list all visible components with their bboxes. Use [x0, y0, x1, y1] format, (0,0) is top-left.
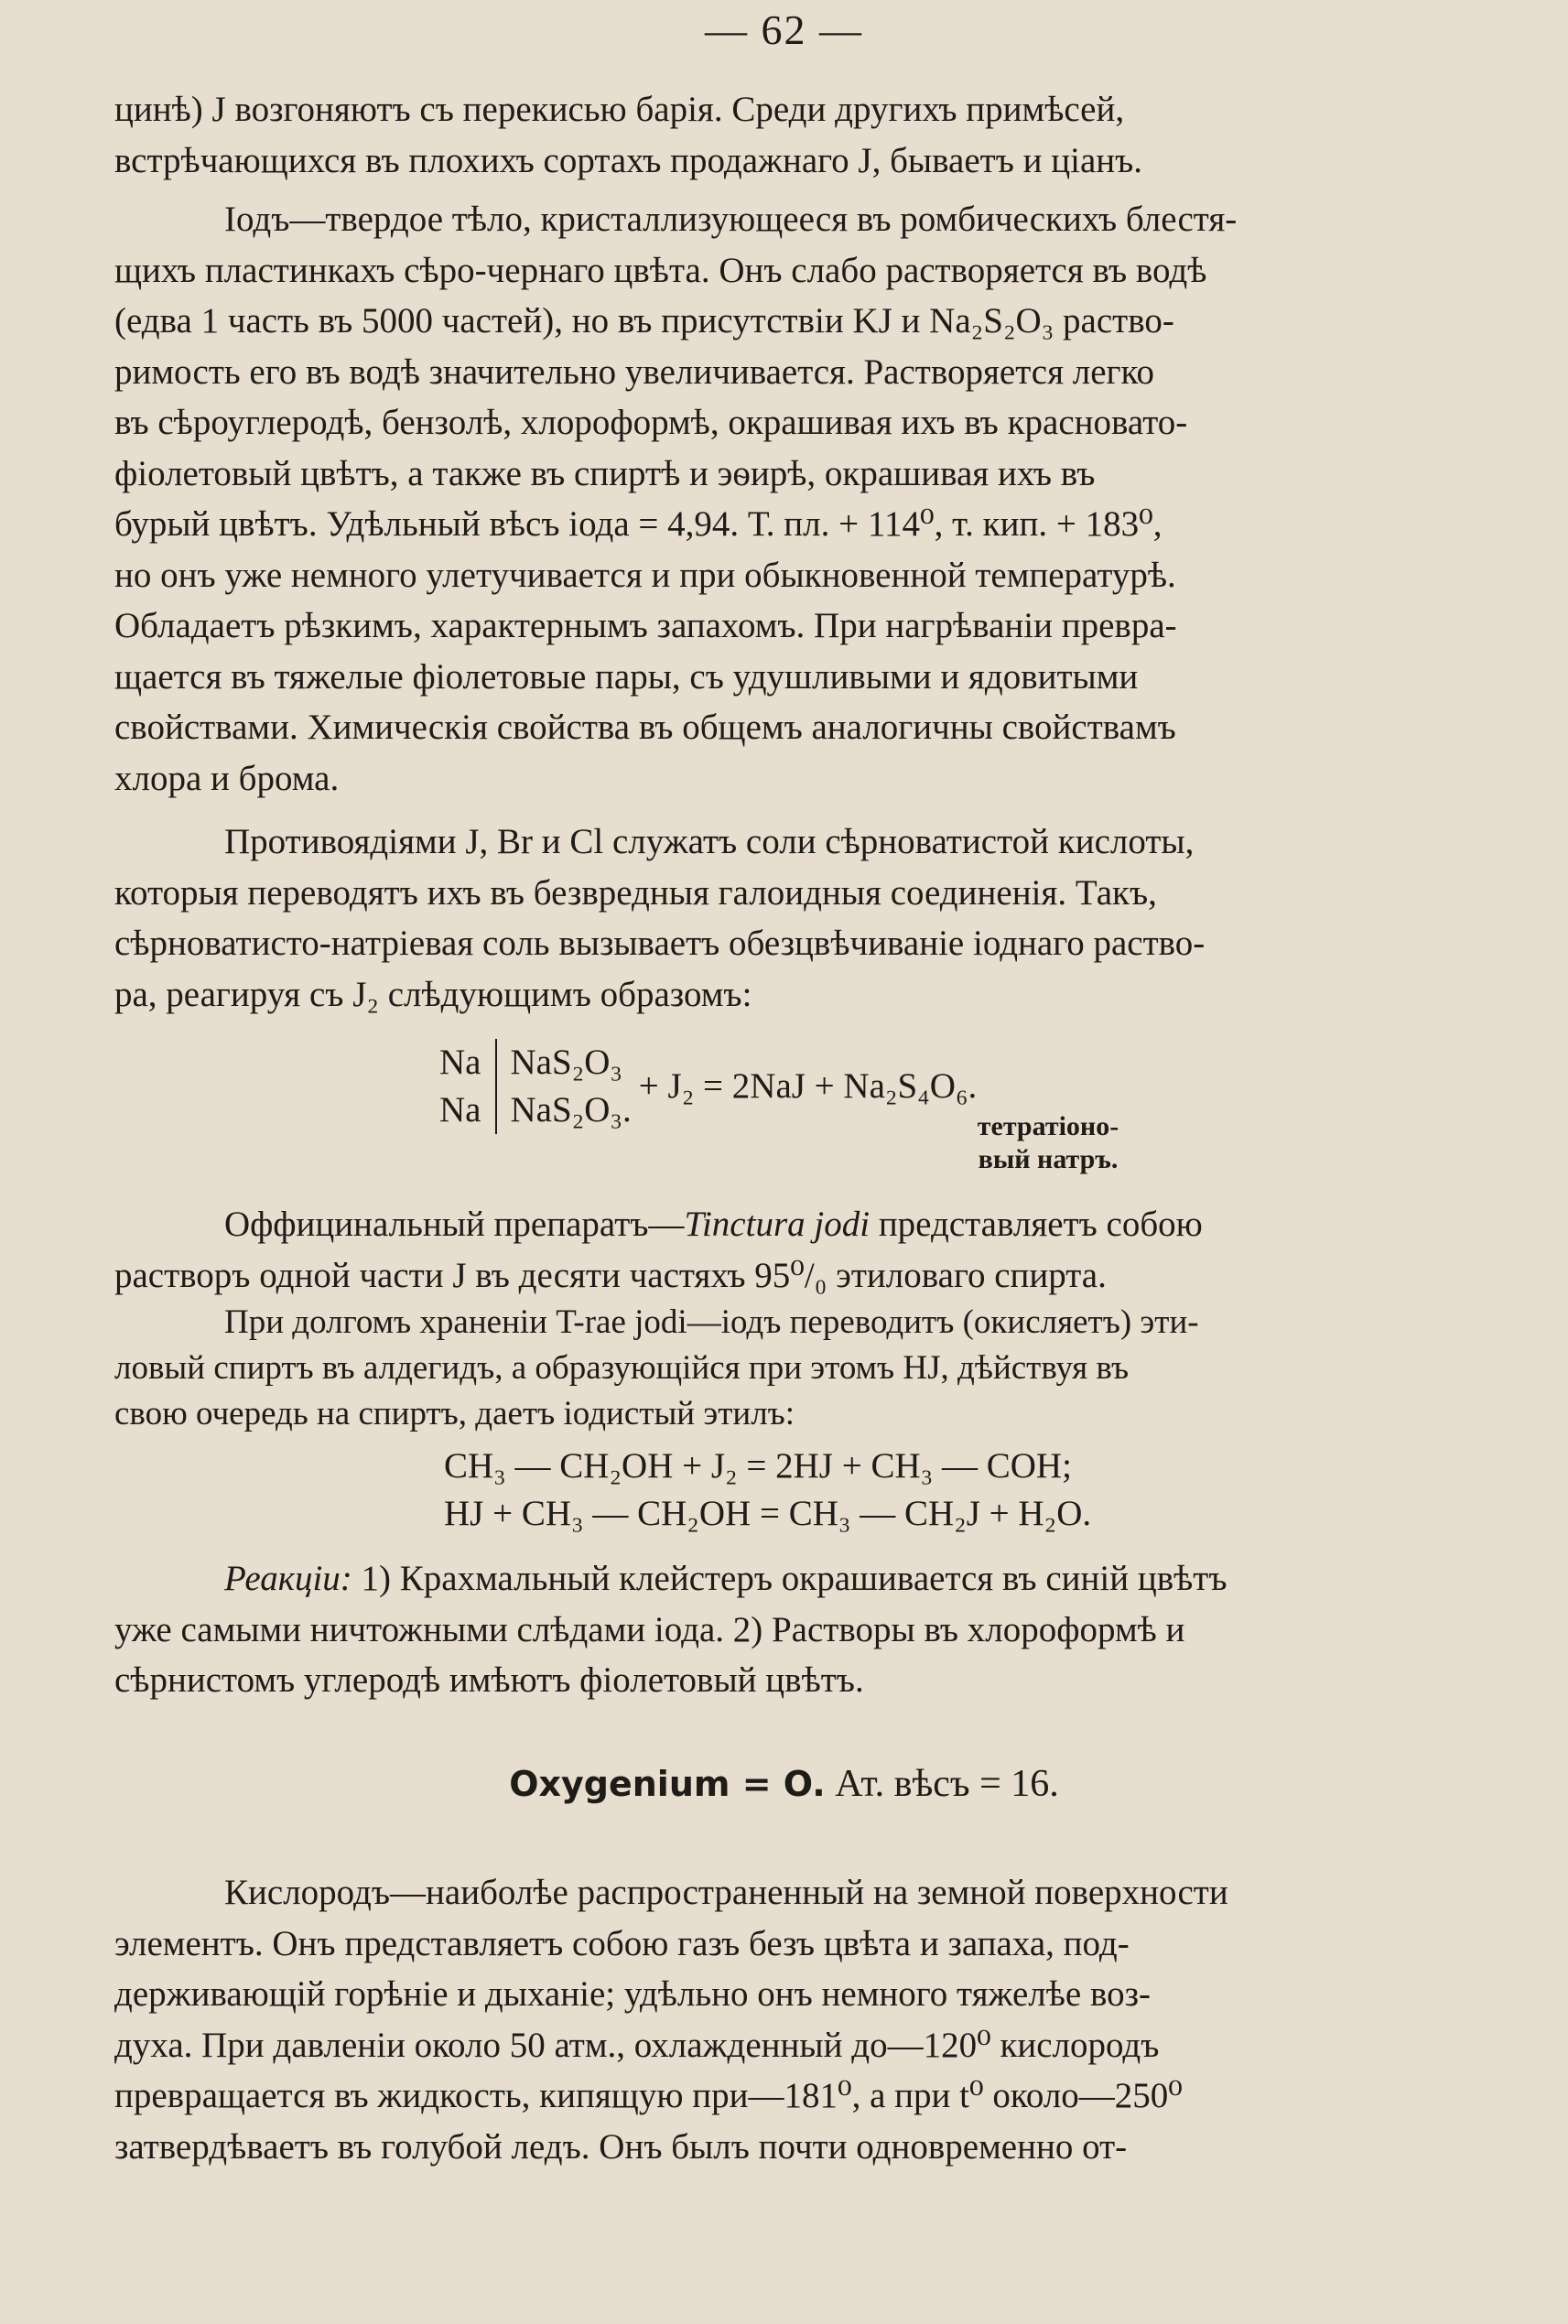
paragraph-7: [114, 1867, 1476, 2172]
equation-term: Na: [439, 1090, 481, 1130]
equation-term: Na: [439, 1043, 481, 1082]
text-line: превращается въ жидкость, кипящую при—181⁰, а при t⁰ около—250⁰: [114, 2076, 1183, 2115]
text-line: Іодъ—твердое тѣло, кристаллизующееся въ ромбическихъ блестя-: [224, 200, 1238, 239]
text-line: уже самыми ничтожными слѣдами іода. 2) Растворы въ хлороформѣ и: [114, 1609, 1185, 1649]
equation-note: вый натръ.: [978, 1144, 1119, 1174]
text-line: Обладаетъ рѣзкимъ, характернымъ запахомъ. При нагрѣваніи превра-: [114, 606, 1177, 645]
text-line: но онъ уже немного улетучивается и при обыкновенной температурѣ.: [114, 555, 1176, 595]
text-line: растворъ одной части J въ десяти частяхъ 95⁰/₀ этиловаго спирта.: [114, 1255, 1107, 1295]
text-line: При долгомъ храненіи T-rae jodi—іодъ переводитъ (окисляетъ) эти-: [224, 1303, 1199, 1341]
text-line: духа. При давленіи около 50 атм., охлажденный до—120⁰ кислородъ: [114, 2025, 1160, 2065]
text-line: въ сѣроуглеродѣ, бензолѣ, хлороформѣ, окрашивая ихъ въ красновато-: [114, 403, 1188, 442]
text-fragment: 1) Крахмальный клейстеръ окрашивается въ синій цвѣтъ: [351, 1559, 1227, 1598]
text-line: [114, 1553, 1476, 1605]
text-line: затвердѣваетъ въ голубой ледъ. Онъ былъ почти одновременно от-: [114, 2126, 1128, 2167]
paragraph-1: [114, 84, 1476, 186]
latin-term: Tinctura jodi: [684, 1205, 871, 1244]
text-line: которыя переводятъ ихъ въ безвредныя галоидныя соединенія. Такъ,: [114, 872, 1157, 913]
equation-line: HJ + CH₃ — CH₂OH = CH₃ — CH₂J + H₂O.: [444, 1494, 1092, 1533]
paragraph-3: [114, 816, 1476, 1020]
atomic-weight: Ат. вѣсъ = 16.: [825, 1763, 1059, 1805]
text-line: Кислородъ—наиболѣе распространенный на земной поверхности: [224, 1873, 1228, 1912]
equation-sodium-thiosulfate: [439, 1039, 1119, 1174]
paragraph-4: [114, 1199, 1476, 1301]
text-fragment: Оффицинальный препаратъ—Tinctura jodi представляетъ собою: [224, 1205, 1203, 1244]
text-line: свою очередь на спиртъ, даетъ іодистый этилъ:: [114, 1395, 795, 1432]
paragraph-2: [114, 194, 1476, 804]
text-line: Противоядіями J, Br и Cl служатъ соли сѣрноватистой кислоты,: [224, 822, 1195, 861]
text-line: цинѣ) J возгоняютъ съ перекисью барія. Среди другихъ примѣсей,: [114, 90, 1125, 129]
text-line: свойствами. Химическія свойства въ общемъ аналогичны свойствамъ: [114, 708, 1176, 747]
text-line: бурый цвѣтъ. Удѣльный вѣсъ іода = 4,94. Т. пл. + 114⁰, т. кип. + 183⁰,: [114, 504, 1162, 544]
text-line: (едва 1 часть въ 5000 частей), но въ присутствіи KJ и Na₂S₂O₃ раство-: [114, 301, 1174, 340]
text-line: хлора и брома.: [114, 758, 340, 798]
equation-note: тетратіоно-: [977, 1111, 1119, 1141]
equation-term: NaS₂O₃: [510, 1043, 623, 1082]
text-line: держивающій горѣніе и дыханіе; удѣльно онъ немного тяжелѣе воз-: [114, 1974, 1152, 2014]
text-line: римость его въ водѣ значительно увеличивается. Растворяется легко: [114, 351, 1154, 392]
page-number: — 62 —: [705, 6, 863, 53]
text-line: элементъ. Онъ представляетъ собою газъ безъ цвѣта и запаха, под-: [114, 1923, 1130, 1963]
equation-term: NaS₂O₃.: [510, 1090, 632, 1130]
element-name: Oxygenium = O.: [509, 1764, 826, 1804]
equation-line: CH₃ — CH₂OH + J₂ = 2HJ + CH₃ — COH;: [444, 1446, 1072, 1486]
text-line: щается въ тяжелые фіолетовые пары, съ удушливыми и ядовитыми: [114, 656, 1139, 697]
text-line: фіолетовый цвѣтъ, а также въ спиртѣ и эѳирѣ, окрашивая ихъ въ: [114, 453, 1096, 493]
section-heading: [0, 1762, 1568, 1806]
text-line: встрѣчающихся въ плохихъ сортахъ продажнаго J, бываетъ и ціанъ.: [114, 140, 1143, 180]
text-line: сѣрнистомъ углеродѣ имѣютъ фіолетовый цвѣтъ.: [114, 1660, 864, 1700]
paragraph-6: [114, 1553, 1476, 1706]
text-line: ра, реагируя съ J₂ слѣдующимъ образомъ:: [114, 974, 752, 1014]
equation-term: + J₂ = 2NaJ + Na₂S₄O₆.: [638, 1066, 978, 1106]
paragraph-5: [114, 1300, 1476, 1437]
text-line: ловый спиртъ въ алдегидъ, а образующійся при этомъ HJ, дѣйствуя въ: [114, 1349, 1130, 1387]
equation-ethanol-iodine: [444, 1443, 1091, 1538]
text-line: сѣрноватисто-натріевая соль вызываетъ обезцвѣчиваніе іоднаго раство-: [114, 924, 1206, 963]
text-line: щихъ пластинкахъ сѣро-чернаго цвѣта. Онъ слабо растворяется въ водѣ: [114, 250, 1207, 290]
text-line: [114, 1199, 1476, 1250]
reactions-label: Реакціи:: [224, 1559, 352, 1598]
